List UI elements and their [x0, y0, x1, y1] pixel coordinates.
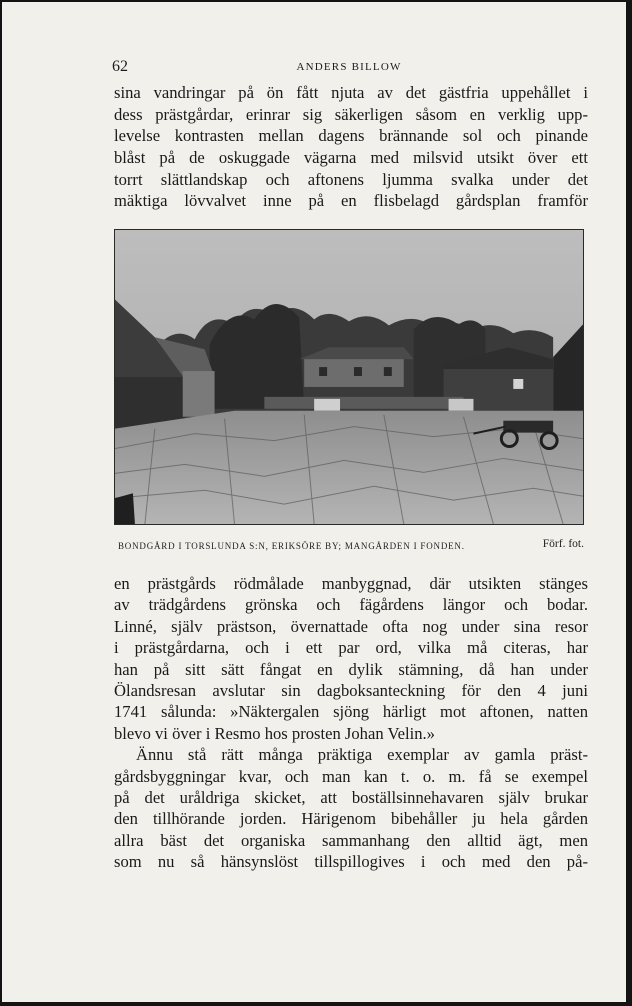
text-line: Ännu stå rätt många präktiga exemplar av gamla präst-: [136, 745, 588, 765]
text-line: Linné, själv prästson, övernattade ofta nog under sina resor: [114, 616, 588, 636]
farmyard-photograph: [114, 229, 584, 525]
farmyard-photo-illustration: [115, 230, 583, 524]
text-line: på det uråldriga skicket, att boställsinnehavaren själv brukar: [114, 787, 588, 807]
text-line: i prästgårdarna, och i ett par ord, vilka må citeras, har: [114, 638, 588, 658]
paragraph-bottom: [114, 573, 588, 872]
text-line: en prästgårds rödmålade manbyggnad, där utsikten stänges: [114, 574, 588, 593]
text-line: allra bäst det organiska sammanhang den alltid ägt, men: [114, 830, 588, 850]
text-line: dess prästgårdar, erinrar sig säkerligen såsom en verklig upp-: [114, 104, 588, 124]
text-line: sina vandringar på ön fått njuta av det gästfria uppehållet i: [114, 83, 588, 102]
text-line: Ölandsresan avslutar sin dagboksanteckning för den 4 juni: [114, 680, 588, 700]
caption-text: BONDGÅRD I TORSLUNDA S:N, ERIKSÖRE BY; MANGÅRDEN I FONDEN.: [118, 541, 465, 551]
page-header: [112, 58, 586, 80]
text-line: blevo vi över i Resmo hos prosten Johan Velin.»: [114, 723, 435, 743]
photo-credit: Förf. fot.: [542, 538, 584, 550]
text-line: gårdsbyggningar kvar, och man kan t. o. m. få se exempel: [114, 766, 588, 786]
text-line: mäktiga lövvalvet inne på en flisbelagd gårdsplan framför: [114, 191, 588, 211]
page-number: 62: [112, 58, 128, 75]
running-head: ANDERS BILLOW: [296, 61, 402, 73]
text-line: torrt slättlandskap och aftonens ljumma svalka under det: [114, 169, 588, 189]
text-line: han på sitt sätt fångat en dylik stämning, då han under: [114, 659, 588, 679]
text-line: av trädgårdens grönska och fägårdens längor och bodar.: [114, 595, 588, 615]
text-line: som nu så hänsynslöst tillspillogives i och med den på-: [114, 852, 588, 872]
text-line: blåst på de oskuggade vägarna med milsvid utsikt över ett: [114, 148, 588, 168]
book-page: [2, 2, 626, 1002]
figure-caption: [118, 538, 588, 556]
text-line: den tillhörande jorden. Härigenom bibehåller ju hela gården: [114, 809, 588, 829]
paragraph-top: [114, 82, 588, 212]
text-line: 1741 sålunda: »Näktergalen sjöng härligt mot aftonen, natten: [114, 702, 588, 722]
text-line: levelse kontrasten mellan dagens brännande sol och pinande: [114, 126, 588, 146]
